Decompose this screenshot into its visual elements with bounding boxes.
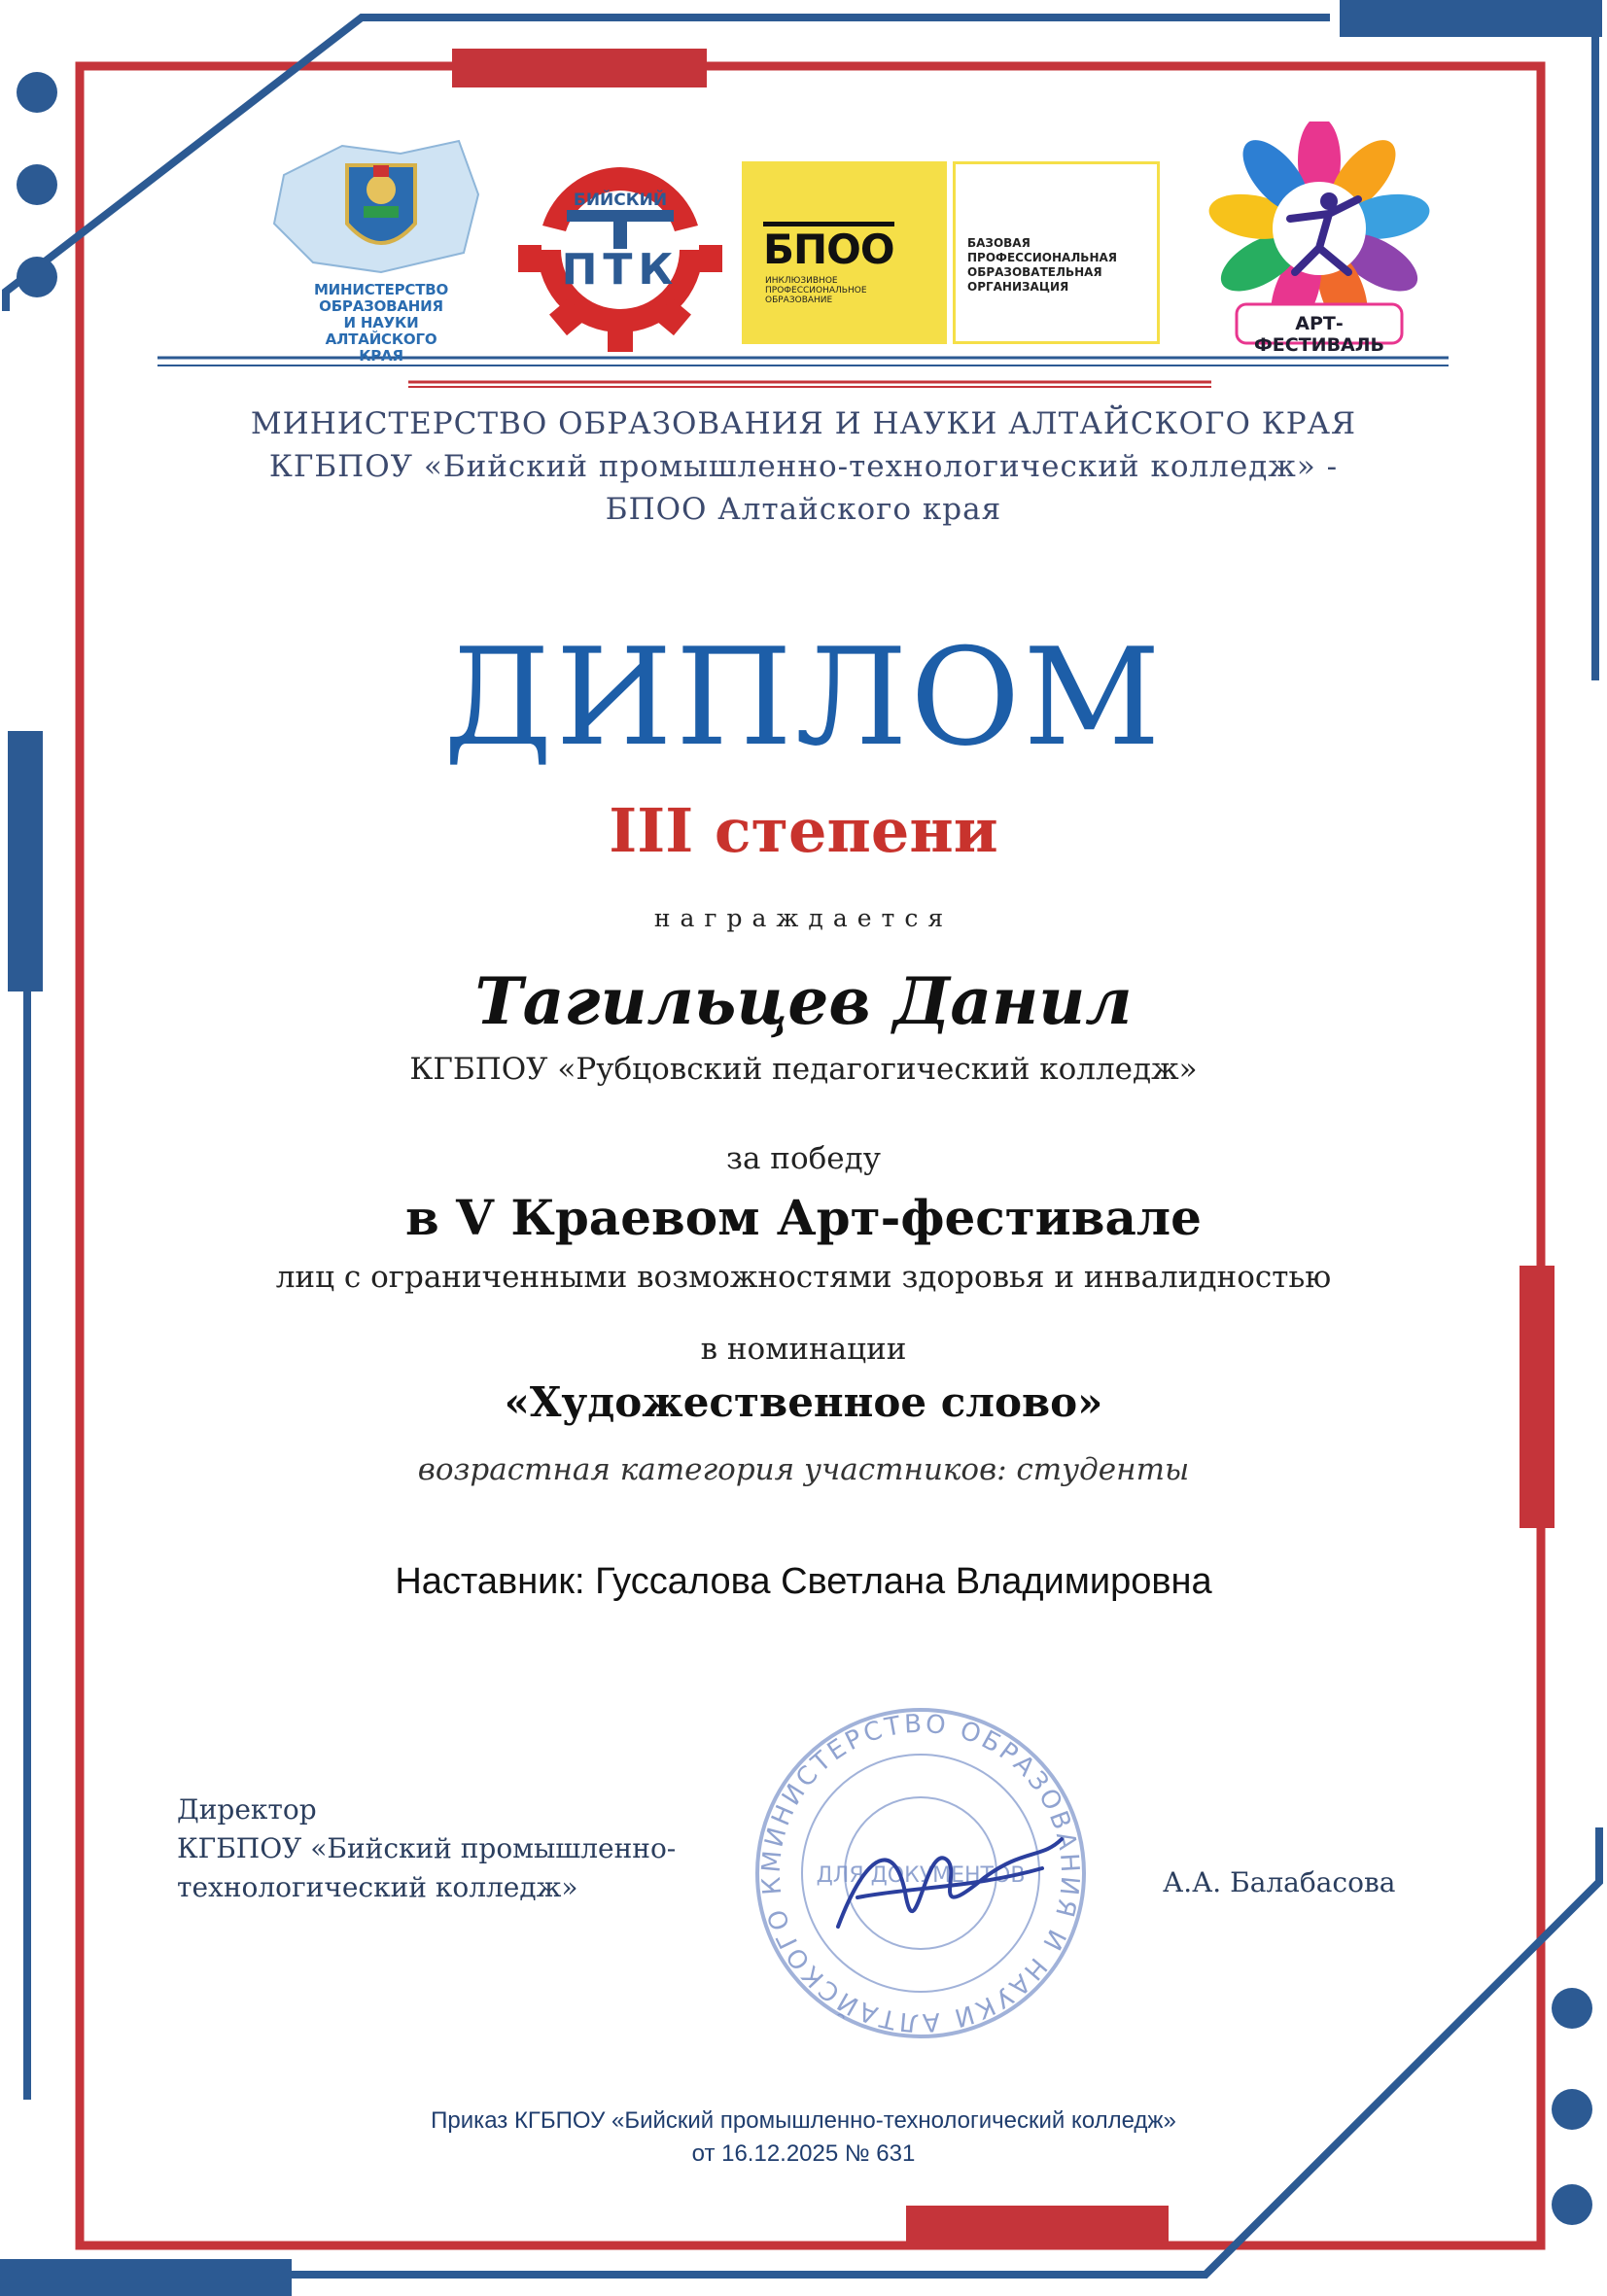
art-festival-label: АРТ-ФЕСТИВАЛЬ xyxy=(1253,313,1385,356)
festival-name: в V Краевом Арт-фестивале xyxy=(405,1189,1202,1246)
bottom-red-tab xyxy=(906,2206,1169,2246)
header-line-1: МИНИСТЕРСТВО ОБРАЗОВАНИЯ И НАУКИ АЛТАЙСКОГО КРАЯ xyxy=(250,406,1357,441)
ministry-logo-text: МИНИСТЕРСТВО ОБРАЗОВАНИЯ И НАУКИ АЛТАЙСКОГО КРАЯ xyxy=(313,281,449,365)
dot xyxy=(17,72,57,113)
dot xyxy=(17,257,57,297)
ministry-logo xyxy=(255,136,507,365)
header-line-2: КГБПОУ «Бийский промышленно-технологический колледж» - xyxy=(268,449,1339,484)
top-red-tab xyxy=(452,49,707,87)
dot xyxy=(1552,2184,1592,2225)
age-category: возрастная категория участников: студенты xyxy=(417,1452,1190,1487)
top-right-blue-tab xyxy=(1340,0,1602,37)
director-role: Директор xyxy=(177,1793,317,1826)
college-logo-letters: ПТК xyxy=(561,245,680,295)
director-org-line-2: технологический колледж» xyxy=(177,1871,578,1903)
bpoo-logo-subtitle: ИНКЛЮЗИВНОЕ ПРОФЕССИОНАЛЬНОЕ ОБРАЗОВАНИЕ xyxy=(765,276,867,305)
recipient-institution: КГБПОУ «Рубцовский педагогический колледж» xyxy=(409,1052,1198,1087)
official-stamp xyxy=(751,1703,1091,2043)
header-org xyxy=(0,402,1607,531)
diploma-title: ДИПЛОМ xyxy=(443,619,1164,776)
dot xyxy=(17,164,57,205)
mentor-text: Наставник: Гуссалова Светлана Владимировна xyxy=(395,1561,1212,1602)
festival-subtitle: лиц с ограниченными возможностями здоровья и инвалидностью xyxy=(275,1260,1332,1295)
bpoo-logo xyxy=(742,161,947,344)
stamp-arc-text: МИНИСТЕРСТВО ОБРАЗОВАНИЯ И НАУКИ АЛТАЙСКОГО К xyxy=(756,1709,1085,2037)
college-logo xyxy=(518,148,722,352)
order-line-1: Приказ КГБПОУ «Бийский промышленно-технологический колледж» xyxy=(431,2107,1176,2134)
order-line-2: от 16.12.2025 № 631 xyxy=(691,2140,916,2167)
director-block xyxy=(177,1791,676,1907)
bpoo-logo-title: БПОО xyxy=(763,222,894,271)
header-line-3: БПОО Алтайского края xyxy=(605,492,1002,527)
signatory-name: А.А. Балабасова xyxy=(1163,1866,1396,1898)
college-logo-top: БИЙСКИЙ xyxy=(573,191,668,210)
nomination-name: «Художественное слово» xyxy=(504,1378,1103,1426)
in-nomination-text: в номинации xyxy=(700,1332,907,1367)
recipient-name: Тагильцев Данил xyxy=(474,963,1133,1039)
dot xyxy=(1552,1988,1592,2029)
bpoo-description: БАЗОВАЯ ПРОФЕССИОНАЛЬНАЯ ОБРАЗОВАТЕЛЬНАЯ ОРГАНИЗАЦИЯ xyxy=(967,236,1118,294)
director-org-line-1: КГБПОУ «Бийский промышленно- xyxy=(177,1832,677,1864)
for-win-text: за победу xyxy=(726,1141,881,1176)
diploma-degree: III степени xyxy=(609,795,998,866)
stamp-center-text: ДЛЯ ДОКУМЕНТОВ xyxy=(816,1863,1026,1888)
awarded-text: награждается xyxy=(653,904,954,932)
order-footer xyxy=(0,2105,1607,2171)
bpoo-description-box xyxy=(953,161,1160,344)
